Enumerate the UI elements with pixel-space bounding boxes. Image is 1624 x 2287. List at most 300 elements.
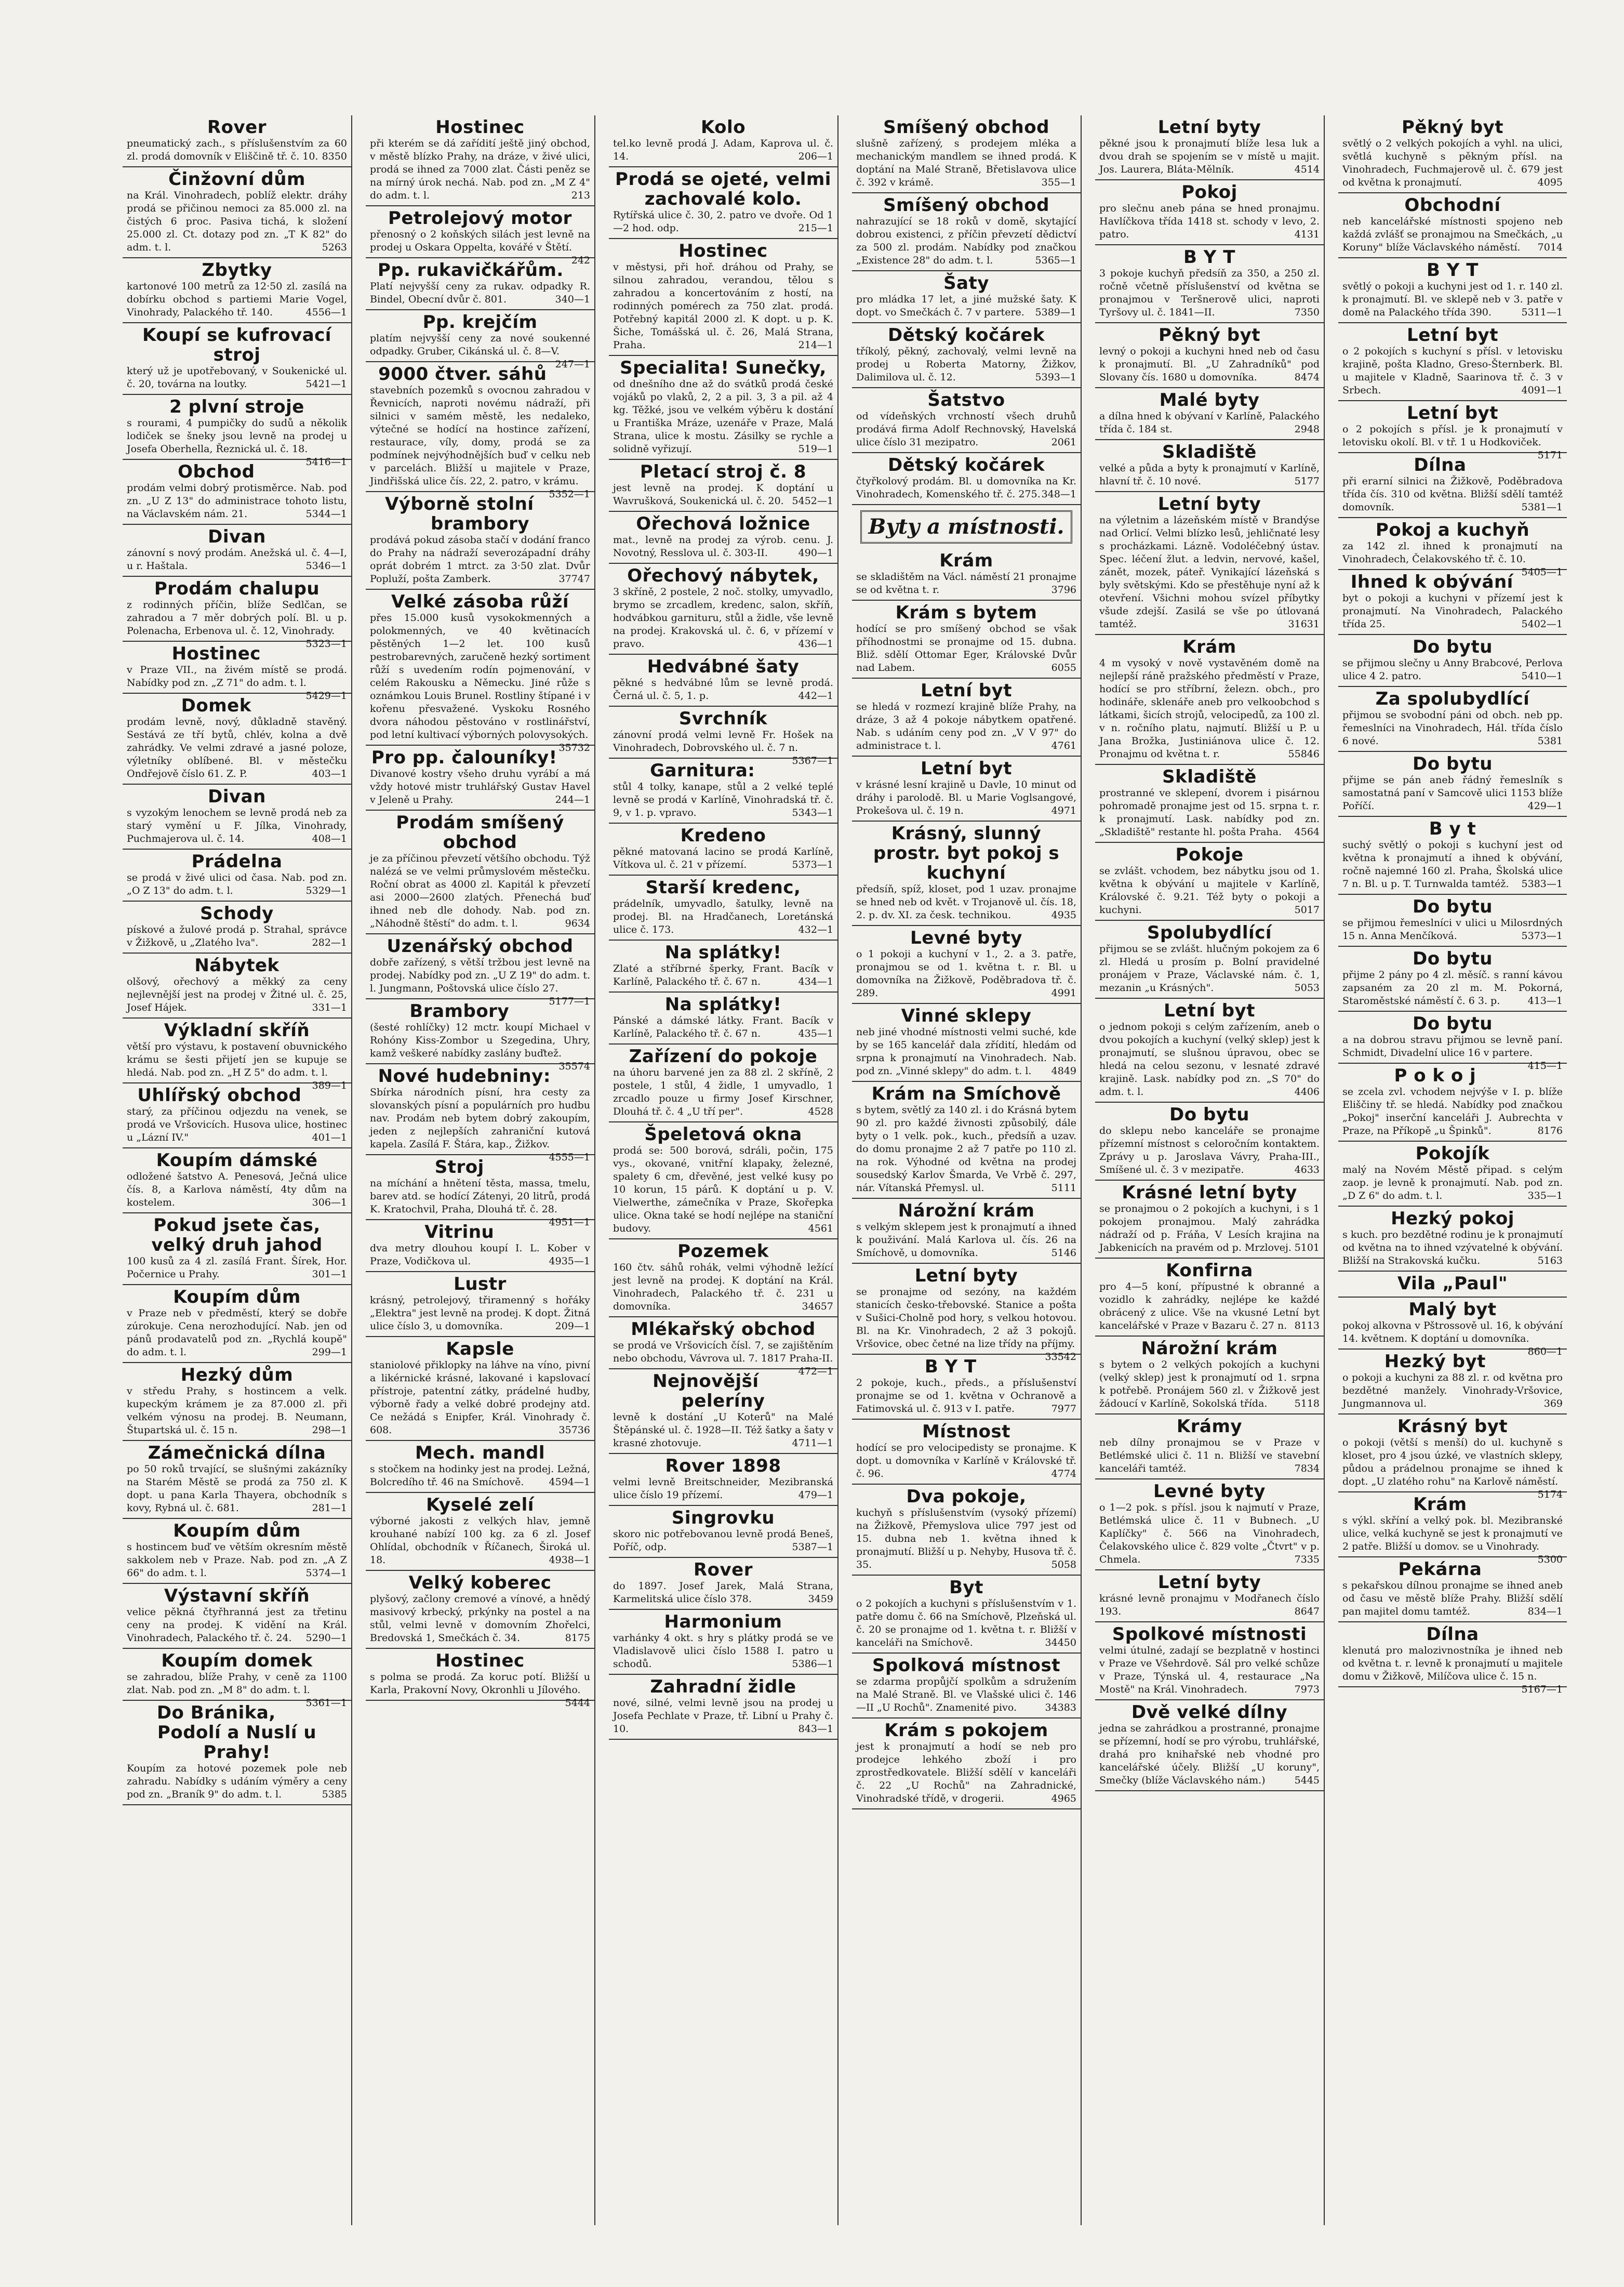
ad-text	[613, 1066, 833, 1118]
ad-title: Dílna	[1426, 1624, 1479, 1645]
ad-body: po 50 roků trvající, se slušnými zakázníky na Starém Městě se prodá za 750 zl. K dopt. u pana Karla Thayera, obchodník s kovy, Rybná ul. č. 681.	[127, 1463, 347, 1514]
classified-ad	[1095, 1414, 1324, 1479]
ad-title: Do bytu	[1413, 896, 1493, 917]
ad-code: 472—1	[798, 1366, 833, 1377]
ad-text	[127, 716, 347, 781]
column-5	[1095, 115, 1325, 2225]
classified-ad	[609, 1675, 837, 1740]
classified-ad	[123, 323, 351, 395]
ad-title: Pokoje	[1175, 844, 1244, 865]
ad-body: krásné levně pronajmu v Modřanech číslo 193.	[1099, 1593, 1320, 1617]
ad-code: 4965	[1051, 1793, 1076, 1804]
ad-title: Nárožní krám	[898, 1200, 1035, 1221]
classified-ad	[366, 999, 594, 1072]
ad-code: 5174	[1537, 1489, 1563, 1500]
classified-ad	[609, 876, 837, 941]
ad-text	[1099, 1501, 1320, 1566]
ad-code: 4935—1	[549, 1255, 590, 1267]
ad-text	[127, 1385, 347, 1437]
ad-title: Spolkové místnosti	[1112, 1624, 1307, 1645]
ad-body: (šesté rohlíčky) 12 mctr. koupí Michael v Rohóny Kiss-Zombor u Szegedina, Uhry, kamž veškeré nabídky zaslány buďtež.	[370, 1022, 590, 1059]
classified-ad	[609, 512, 837, 564]
ad-text	[370, 1242, 590, 1268]
classified-ad	[609, 564, 837, 655]
ad-code: 4406	[1294, 1086, 1320, 1098]
ad-body: stavebních pozemků s ovocnou zahradou v Řevnicích, naproti novému nádraží, při silnici v samém městě, les nedaleko, výtečné se hodící na hostince zařízení, restaurace, víly, domy, prodá se za podmínek nejvýhodnějších buď v celku neb v parcelách. Bližší u majitele v Praze, Jindřišská ulice čís. 22, 2. patro, v krámu.	[370, 385, 590, 487]
ad-text	[1342, 709, 1563, 748]
ad-title: Hostinec	[171, 643, 261, 664]
ad-title: Činžovní dům	[168, 169, 305, 190]
ad-text	[613, 1411, 833, 1450]
ad-code: 5177—1	[549, 996, 590, 1007]
ad-code: 5111	[1051, 1182, 1076, 1194]
classified-ad	[852, 271, 1081, 323]
ad-code: 8175	[565, 1632, 590, 1644]
ad-code: 5393—1	[1035, 372, 1076, 383]
ad-text	[127, 807, 347, 845]
ad-text	[856, 883, 1076, 922]
ad-body: přes 15.000 kusů vysokokmenných a polokmenných, ve 40 květinacích pěstěných 1—2 let. 100 kusů pestrobarevných, zaručeně hezký sortiment růží s uvedením rodín pojmenování, v celém Rakousku a Německu. Jiné růže s oznámkou Louis Brunel. Rostliny štípané i v kořenu přesvažené. Vyskoku Rosného dvora náhodou pěstováno v rostlinářství, pod letní kultivací výborných polovysokých.	[370, 612, 590, 741]
ad-body: se prodá v živé ulici od časa. Nab. pod zn. „O Z 13" do adm. t. l.	[127, 872, 347, 896]
classified-ad	[609, 1239, 837, 1317]
ad-text	[1342, 1436, 1563, 1500]
ad-code: 5386—1	[792, 1658, 833, 1670]
ad-text	[127, 664, 347, 702]
ad-text	[370, 1177, 590, 1228]
ad-code: 5387—1	[792, 1541, 833, 1553]
ad-text	[856, 1104, 1076, 1195]
ad-body: přijme 2 pány po 4 zl. měsíč. s ranní kávou zapsaném za 20 zl m. M. Pokorná, Staroměstské náměstí č. 6 3. p.	[1342, 969, 1563, 1007]
ad-title: Letní byty	[1157, 117, 1261, 138]
classified-ad	[609, 993, 837, 1045]
ad-title: Výkladní skříň	[164, 1020, 310, 1041]
ad-code: 5373—1	[792, 859, 833, 870]
ad-code: 4561	[808, 1223, 833, 1234]
classified-ad	[1338, 752, 1567, 817]
ad-body: prodá se: 500 borová, sdráli, počin, 175 vys., okované, vnitřní klapaky, železné, spalety 6 cm, dřevěné, jest velké kusy po 10 korun, 15 párů. K doptání u p. V. Vielwerthe, zámečníka v Praze, Skořepka ulice. Okna také se hodí nejlépe na staniční budovy.	[613, 1145, 833, 1234]
classified-ad	[123, 1519, 351, 1584]
ad-title: Vinné sklepy	[901, 1006, 1032, 1026]
ad-code: 4556—1	[305, 307, 347, 318]
classified-ad	[366, 1155, 594, 1228]
ad-text	[127, 482, 347, 521]
ad-text	[127, 365, 347, 391]
ad-body: varhánky 4 okt. s hry s plátky prodá se ve Vladislavově ulici číslo 1588 I. patro u schodů.	[613, 1632, 833, 1670]
ad-code: 5344—1	[305, 508, 347, 520]
ad-body: velmi útulné, zadají se bezplatně v hostinci v Praze ve Všehrdově. Sál pro velké schůze v Praze, Týnská ul. 4, restaurace „Na Mostě" na Král. Vinohradech.	[1099, 1645, 1320, 1695]
ad-body: s pekařskou dílnou pronajme se ihned aneb od času ve městě blíže Prahy. Bližší sdělí pan majitel domu tamtéž.	[1342, 1580, 1563, 1617]
ad-title: Letní byty	[1157, 494, 1261, 514]
classified-ad	[852, 1355, 1081, 1420]
classified-ad	[1338, 1350, 1567, 1414]
ad-text	[1342, 592, 1563, 631]
ad-body: o pokoji (větší s menší) do ul. kuchyně s kloset, pro 4 jsou úzké, ve vlastních sklepy, půdou a prádelnou pronajme se ihned k dopt. „U zlatého rohu" na Karlově náměstí.	[1342, 1437, 1563, 1487]
ad-code: 247—1	[555, 359, 590, 370]
ad-title: Malé byty	[1159, 390, 1260, 411]
ad-code: 244—1	[555, 794, 590, 805]
ad-body: pěkné jsou k pronajmutí blíže lesa luk a dvou drah se spojením se v místě u majit. Jos. Laurera, Bláta-Mělník.	[1099, 138, 1320, 175]
ad-body: jest k pronajmutí a hodí se neb pro prodejce lehkého zboží i pro zprostředkovatele. Bližší sdělí v kanceláři č. 22 „U Rochů" na Zahradnické, Vinohradské třídě, v drogerii.	[856, 1741, 1076, 1804]
classified-ad	[852, 679, 1081, 757]
ad-body: s kuch. pro bezdětné rodinu je k pronajmutí od května na to ihned vzývatelné k obývání. Bližší na Strakovská kučku.	[1342, 1229, 1563, 1266]
ad-body: do 1897. Josef Jarek, Malá Strana, Karmelitská ulice číslo 378.	[613, 1580, 833, 1605]
ad-code: 2061	[1051, 437, 1076, 448]
ad-body: s výkl. skříní a velký pok. bl. Mezibranské ulice, velká kuchyně se jest k pronajmutí ve 2 patře. Bližší u domov. se u Vinohrady.	[1342, 1515, 1563, 1552]
ad-text	[370, 280, 590, 306]
classified-ad	[123, 785, 351, 850]
ad-body: se pronajme od sezóny, na každém stanicích česko-třebovské. Stanice a pošta v Sušici-Cholně pod hory, s velkou hotovou. Bl. na Kr. Vinohradech, 2 až 3 pokojů. Vršovice, obec četné na lize třídy na příjmy.	[856, 1286, 1076, 1350]
ad-body: olšový, ořechový a měkký za ceny nejlevnější jest na prodej v Žitné ul. č. 25, Josef Hájek.	[127, 976, 347, 1013]
ad-body: jedna se zahrádkou a prostranné, pronajme se přízemní, hodí se pro výrobu, truhlářské, drahá pro knihařské neb vhodné pro kancelářské účely. Bližší „U koruny", Smečky (blíže Václavského nám.)	[1099, 1723, 1320, 1786]
ad-text	[1099, 345, 1320, 384]
ad-title: Pokoj	[1181, 182, 1237, 203]
ad-body: neb jiné vhodné místnosti velmi suché, kde by se 165 kancelář dala zřídití, hledám od srpna k pronajmutí na Vinohradech. Nab. pod zn. „Vinné sklepy" do adm. t. l.	[856, 1026, 1076, 1077]
classified-ad	[366, 746, 594, 811]
classified-ad	[123, 1649, 351, 1709]
ad-code: 34383	[1045, 1702, 1076, 1713]
classified-ad	[609, 1558, 837, 1610]
ad-body: v městysi, při hoř. dráhou od Prahy, se silnou zahradou, verandou, tělou s zahradou a koncertováním z hostí, na rodinných pomérech za 750 zlat. prodá. Potřebný kapitál 2000 zl. K dopt. u p. K. Šiche, Tomášská ul. č. 26, Malá Strana, Praha.	[613, 261, 833, 351]
ad-title: Pozemek	[677, 1241, 769, 1262]
ad-code: 5381—1	[1521, 501, 1563, 513]
classified-ad	[1338, 1557, 1567, 1622]
ad-body: odložené šatstvo A. Penesová, Ječná ulice čís. 8, a Karlova náměstí, 4ty dům na kostelem.	[127, 1171, 347, 1208]
ad-code: 490—1	[798, 547, 833, 559]
ad-title: Koupím dámské	[156, 1150, 318, 1171]
ad-text	[856, 623, 1076, 675]
ad-title: Dětský kočárek	[888, 455, 1045, 475]
ad-title: Prodá se ojeté, velmi zachovalé kolo.	[615, 169, 831, 209]
ad-title: Dílna	[1414, 455, 1467, 475]
ad-text	[856, 1597, 1076, 1649]
ad-body: za 142 zl. ihned k pronajmutí na Vinohradech, Čelakovského tř. č. 10.	[1342, 540, 1563, 565]
ad-code: 5445	[1294, 1775, 1320, 1786]
classified-ad	[1338, 1298, 1567, 1357]
ad-title: Rover 1898	[665, 1456, 781, 1476]
ad-body: 2 pokoje, kuch., předs., a příslušenství pronajme se od 1. května v Ochranově a Fatimovská ul. č. 913 v I. patře.	[856, 1377, 1076, 1414]
ad-title: Nárožní krám	[1141, 1338, 1278, 1359]
ad-title: Obchod	[178, 461, 255, 482]
ad-code: 5058	[1051, 1559, 1076, 1570]
ad-text	[127, 1255, 347, 1281]
ad-title: Hostinec	[678, 241, 768, 261]
ad-text	[370, 137, 590, 202]
ad-code: 4935	[1051, 909, 1076, 921]
ad-body: prodám levně, nový, důkladně stavěný. Sestává ze tří bytů, chlév, kolna a dvě zahrádky. Ve velmi zdravé a jasné poloze, výletníky oblíbené. Bl. v městečku Ondřejově číslo 61. Z. P.	[127, 716, 347, 779]
ad-title: Prádelna	[191, 851, 283, 872]
ad-body: starý, za příčinou odjezdu na venek, se prodá ve Vršovicích. Husova ulice, hostinec u „Lázní IV."	[127, 1106, 347, 1143]
classified-ad	[852, 1718, 1081, 1809]
classified-ad	[1095, 492, 1324, 635]
ad-title: B Y T	[924, 1356, 977, 1377]
classified-ad	[123, 577, 351, 650]
ad-code: 435—1	[798, 1028, 833, 1039]
ad-code: 5405—1	[1521, 566, 1563, 578]
ad-text	[856, 1675, 1076, 1714]
ad-body: do sklepu nebo kanceláře se pronajme přízemní místnost s celoročním kontaktem. Zprávy u p. Jaroslava Vávry, Praha-III., Smíšené ul. č. 3 v mezipatře.	[1099, 1125, 1320, 1175]
ad-text	[856, 778, 1076, 817]
ad-text	[1099, 657, 1320, 761]
classified-ad	[609, 707, 837, 766]
ad-code: 5146	[1051, 1247, 1076, 1259]
ad-body: hodící se pro velocipedisty se pronajme. K dopt. u domovníka v Karlíně v Královské tř. č. 96.	[856, 1442, 1076, 1479]
classified-ad	[123, 395, 351, 468]
ad-text	[613, 1476, 833, 1502]
ad-code: 479—1	[798, 1489, 833, 1501]
ad-body: zánovní s nový prodám. Anežská ul. č. 4—I, u r. Haštala.	[127, 547, 347, 572]
ad-body: z rodinných příčin, blíže Sedlčan, se zahradou a 7 měr dobrých polí. Bl. u p. Polenacha, Erbenova ul. č. 12, Vinohrady.	[127, 599, 347, 637]
ad-code: 214—1	[798, 339, 833, 351]
ad-text	[127, 871, 347, 897]
ad-body: v Praze neb v předměstí, který se dobře zúrokuje. Cena nerozhodující. Nab. jen od pánů prodavatelů pod zn. „Rychlá koupě" do adm. t. l.	[127, 1307, 347, 1358]
ad-body: se prodá ve Vršovicích čísl. 7, se zajištěním nebo obchodu, Vávrova ul. 7. 1817 Praha-II.	[613, 1340, 833, 1364]
classified-ad	[852, 115, 1081, 193]
ad-body: 160 čtv. sáhů rohák, velmi výhodně ležící jest levně na prodej. K doptání na Král. Vinohradech, Palackého tř. č. 231 u domovníka.	[613, 1262, 833, 1312]
ad-title: Mech. mandl	[415, 1443, 545, 1463]
classified-ad	[1095, 1337, 1324, 1414]
classified-ad	[123, 525, 351, 577]
ad-code: 4594—1	[549, 1476, 590, 1488]
ad-body: se zdarma propůjčí spolkům a sdružením na Malé Straně. Bl. ve Vlašské ulici č. 146—II „U Rochů". Znamenité pivo.	[856, 1676, 1076, 1713]
ad-text	[1342, 1086, 1563, 1138]
ad-body: prádelník, umyvadlo, šatulky, levně na prodej. Bl. na Hradčanech, Loretánská ulice č. 173.	[613, 898, 833, 935]
ad-title: Hostinec	[435, 1650, 525, 1671]
classified-ad	[609, 115, 837, 167]
ad-body: s rourami, 4 pumpičky do sudů a několik lodiček se šneky jsou levně na prodej u Josefa Oberhella, Řeznická ul. č. 18.	[127, 417, 347, 455]
classified-ad	[1338, 401, 1567, 461]
ad-body: čtyřkolový prodám. Bl. u domovníka na Kr. Vinohradech, Komenského tř. č. 275.	[856, 475, 1076, 500]
column-4	[852, 115, 1082, 2225]
classified-ad	[1095, 1259, 1324, 1337]
ad-body: pro 4—5 koní, přípustné k obranné a vozidlo k zahrádky, nejlépe ke každé obrácený z ulice. Vše na vkusné Letní byt kancelářské v Praze v Bazaru č. 27 n.	[1099, 1281, 1320, 1331]
ad-text	[856, 1286, 1076, 1363]
ad-body: pěkné s hedvábné lům se levně prodá. Černá ul. č. 5, 1. p.	[613, 677, 833, 702]
classified-ad	[852, 1264, 1081, 1363]
ad-body: prostranné ve sklepení, dvorem i pisárnou pohromadě pronajme jest od 15. srpna t. r. k pronajmutí. Lask. nabídky pod zn. „Skladiště" restante hl. pošta Praha.	[1099, 787, 1320, 838]
ad-code: 5171	[1537, 450, 1563, 461]
ad-text	[370, 228, 590, 266]
ad-title: Koupím dům	[173, 1287, 301, 1307]
ad-title: Pokojík	[1415, 1143, 1490, 1164]
ad-body: staniolové přiklopky na láhve na víno, pivní a likérnické krásné, lakované i kapslovací přístroje, patentní zátky, prádelné hudby, výborně řady a velké dobré prodejny atd. Ce nežádá s Enipfer, Král. Vinohrady č. 608.	[370, 1359, 590, 1436]
ad-body: tel.ko levně prodá J. Adam, Kaprova ul. č. 14.	[613, 138, 833, 162]
ad-body: v Praze VII., na živém místě se prodá. Nabídky pod zn. „Z 71" do adm. t. l.	[127, 664, 347, 689]
ad-text	[370, 1671, 590, 1709]
ad-text	[1099, 1644, 1320, 1696]
ad-body: na míchání a hnětení těsta, massa, tmelu, barev atd. se hodící Zátenyi, 20 litrů, prodá K. Kratochvil, Praha, Dlouhá tř. č. 28.	[370, 1178, 590, 1215]
ad-text	[127, 1307, 347, 1359]
classified-ad	[609, 1122, 837, 1239]
classified-ad	[852, 453, 1081, 505]
ad-body: přijmou se se zvlášt. hlučným pokojem za 6 zl. Hledá u prosím p. Bolní pravidelné pronájem v Praze, Václavské nám. č. 1, mezanin „u Krásných".	[1099, 943, 1320, 994]
ad-text	[1342, 1034, 1563, 1072]
ad-text	[856, 1377, 1076, 1416]
ad-code: 282—1	[312, 937, 347, 948]
ad-code: 5343—1	[792, 807, 833, 818]
ad-title: Do Bránika, Podolí a Nuslí u Prahy!	[156, 1702, 317, 1763]
ad-title: Koupím dům	[173, 1521, 301, 1541]
ad-text	[613, 209, 833, 235]
classified-ad	[852, 822, 1081, 926]
ad-code: 4095	[1537, 177, 1563, 188]
ad-body: klenutá pro malozivnostníka je ihned neb od května t. r. levně k pronajmutí u majitele domu v Žižkově, Milíčova ulice č. 15 n.	[1342, 1645, 1563, 1682]
ad-text	[613, 261, 833, 352]
ad-text	[1342, 423, 1563, 461]
ad-body: 100 kusů za 4 zl. zasílá Frant. Šírek, Hor. Počernice u Prahy.	[127, 1255, 347, 1280]
ad-body: je za příčinou převzetí většího obchodu. Týž nalézá se ve velmi průmyslovém městečku. Roční obrat as 4000 zl. Kapitál k převzetí asi 2000—2600 zlatých. Přenechá buď ihned neb dle dohody. Nab. pod zn. „Náhodně štěstí" do adm. t. l.	[370, 853, 590, 929]
ad-code: 206—1	[798, 151, 833, 162]
ad-code: 4514	[1294, 164, 1320, 175]
classified-ad	[852, 1199, 1081, 1264]
ad-title: Zařízení do pokoje	[629, 1046, 818, 1067]
ad-title: Levné byty	[1153, 1481, 1266, 1502]
classified-ad	[123, 460, 351, 525]
classified-ad	[609, 759, 837, 824]
ad-title: Krám	[1413, 1494, 1467, 1515]
ad-text	[370, 612, 590, 753]
ad-title: Kolo	[700, 117, 746, 138]
ad-code: 299—1	[312, 1346, 347, 1358]
ad-title: B y t	[1429, 818, 1476, 839]
ad-code: 5416—1	[305, 456, 347, 468]
ad-title: Letní byty	[1157, 1572, 1261, 1593]
ad-body: s velkým sklepem jest k pronajmutí a ihned k použivání. Malá Karlova ul. čís. 26 na Smíchově, u domovníka.	[856, 1221, 1076, 1259]
ad-text	[1099, 1358, 1320, 1410]
ad-title: Pp. rukavičkářům.	[377, 260, 564, 281]
ad-body: malý na Novém Městě připad. s celým zaop. je levně k pronajmutí. Nab. pod zn. „D Z 6" do adm. t. l.	[1342, 1164, 1563, 1201]
ad-title: Ořechový nábytek,	[627, 565, 819, 586]
ad-title: Prodám chalupu	[154, 578, 320, 599]
ad-title: Rover	[693, 1559, 753, 1580]
classified-ad	[1095, 999, 1324, 1103]
ad-body: pneumatický zach., s příslušenstvím za 60 zl. prodá domovník v Eliščině tř. č. 10.	[127, 138, 347, 162]
ad-body: o 2 pokojích a kuchyni s příslušenstvím v 1. patře domu č. 66 na Smíchově, Plzeňská ul. č. 20 se pronajme od 1. května t. r. Bližší v kanceláři na Smíchově.	[856, 1598, 1076, 1648]
classified-ad	[123, 1701, 351, 1805]
ad-code: 7834	[1294, 1463, 1320, 1474]
ad-text	[127, 1541, 347, 1580]
classified-ad	[1338, 570, 1567, 635]
ad-title: Do bytu	[1413, 1013, 1493, 1034]
ad-text	[1099, 1021, 1320, 1099]
ad-code: 5352—1	[549, 488, 590, 500]
classified-ad	[609, 941, 837, 993]
ad-title: Dva pokoje,	[906, 1486, 1027, 1507]
ad-code: 4849	[1051, 1065, 1076, 1077]
classified-ad	[1338, 1622, 1567, 1695]
ad-code: 5421—1	[305, 378, 347, 390]
classified-ad	[1095, 115, 1324, 180]
ad-code: 340—1	[555, 294, 590, 305]
ad-title: Letní byt	[1407, 403, 1498, 424]
ad-title: Ořechová ložnice	[636, 513, 810, 534]
classified-ad	[1095, 1700, 1324, 1791]
ad-title: Letní byt	[921, 680, 1012, 701]
classified-ad	[852, 757, 1081, 822]
ad-title: Dvě velké dílny	[1131, 1702, 1288, 1723]
ad-text	[856, 948, 1076, 1000]
ad-code: 5385	[322, 1789, 347, 1800]
ad-body: o jednom pokoji s celým zařízením, aneb o dvou pokojích a kuchyní (velký sklep) jest k pronajmutí, se slušnou úpravou, obec se hledá na celou sezonu, v lesnaté zdravé krajině. Lask. nabídky pod zn. „S 70" do adm. t. l.	[1099, 1021, 1320, 1098]
ad-code: 35574	[558, 1061, 590, 1072]
ad-code: 4938—1	[549, 1554, 590, 1566]
ad-body: velice pěkná čtyřhranná jest za třetinu ceny na prodej. K vidění na Král. Vinohradech, Palackého tř. č. 24.	[127, 1606, 347, 1644]
ad-title: Singrovku	[671, 1508, 775, 1528]
classified-ad	[123, 1148, 351, 1213]
ad-body: Sbírka národních písní, hra cesty za slovanských písní a populárních pro hudbu nav. Prodám neb bytem dobrý zakoupím, jeden z nejlepších zahraniční kutová kapela. Zasílá F. Štára, kap., Žižkov.	[370, 1087, 590, 1150]
ad-text	[613, 1261, 833, 1313]
ad-title: Zahradní židle	[650, 1676, 796, 1697]
ad-body: Platí nejvyšší ceny za rukav. odpadky R. Bindel, Obecní dvůr č. 801.	[370, 281, 590, 305]
classified-ad	[852, 1004, 1081, 1082]
classified-ad	[609, 1454, 837, 1506]
ad-text	[1342, 1228, 1563, 1267]
ad-title: Konfirna	[1166, 1260, 1253, 1281]
ad-text	[127, 923, 347, 949]
ad-code: 3796	[1051, 584, 1076, 596]
ad-text	[856, 571, 1076, 597]
classified-ad	[609, 356, 837, 460]
classified-ad	[123, 1285, 351, 1363]
ad-body: pěkné matovaná lacino se prodá Karlíně, Vítkova ul. č. 21 v přízemí.	[613, 846, 833, 870]
ad-text	[370, 1463, 590, 1489]
classified-ad	[1095, 1479, 1324, 1570]
classified-ad	[609, 1506, 837, 1558]
ad-text	[1342, 215, 1563, 254]
ad-text	[1342, 969, 1563, 1008]
ad-text	[613, 534, 833, 560]
ad-text	[370, 332, 590, 370]
ad-body: se přijmou řemeslníci v ulici u Milosrdných 15 n. Anna Menčíková.	[1342, 917, 1563, 942]
classified-ad	[1095, 921, 1324, 999]
ad-text	[1342, 774, 1563, 813]
ad-title: Na splátky!	[664, 942, 782, 963]
classified-ad	[366, 1649, 594, 1709]
ad-title: Spolubydlící	[1147, 922, 1272, 943]
ad-body: prodává pokud zásoba stačí v dodání franco do Prahy na nádraží severozápadní dráhy oprát dobrém 1 mtrct. za 3·50 zlat. Dvůr Popluží, pošta Zamberk.	[370, 534, 590, 585]
ad-code: 5329—1	[305, 885, 347, 896]
ad-text	[856, 345, 1076, 384]
classified-ad	[852, 1082, 1081, 1199]
ad-body: a na dobrou stravu přijmou se levně paní. Schmidt, Divadelní ulice 16 v partere.	[1342, 1034, 1563, 1059]
ad-body: 4 m vysoký v nově vystavěném domě na nejlepší ráně pražského předměstí v Praze, hodící se pro stříbrní, železn. obch., pro hodináře, sklenáře aneb pro velkoobchod s látkami, šicích strojů, velocipedů, za 100 zl. v n. ročního platu, najmutí. Bližší u P. u Jana Brožka, Justiniánova ulice č. 12. Pronajmu od května t. r.	[1099, 657, 1320, 760]
ad-body: Koupím za hotové pozemek pole neb zahradu. Nabídky s udáním výměry a ceny pod zn. „Braník 9" do adm. t. l.	[127, 1763, 347, 1800]
ad-code: 9634	[565, 918, 590, 929]
ad-text	[1099, 1592, 1320, 1618]
classified-ad	[609, 167, 837, 239]
ad-body: levně k dostání „U Koterů" na Malé Štěpánské ul. č. 1928—II. Též šatky a šaty v krasné zhotovuje.	[613, 1411, 833, 1449]
ad-body: slušně zařízený, s prodejem mléka a mechanickým mandlem se ihned prodá. K doptání na Malé Straně, Břetislavova ulice č. 392 v krámě.	[856, 138, 1076, 188]
ad-title: Divan	[208, 786, 266, 807]
ad-code: 213	[571, 190, 590, 201]
ad-code: 8350	[322, 151, 347, 162]
ad-title: Letní byty	[914, 1265, 1018, 1286]
ad-text	[370, 1359, 590, 1437]
ad-text	[1342, 1514, 1563, 1565]
ad-code: 389—1	[312, 1080, 347, 1091]
ad-title: Domek	[181, 695, 251, 716]
ad-title: 9000 čtver. sáhů	[378, 364, 547, 385]
ad-text	[1342, 1644, 1563, 1695]
ad-text	[127, 1762, 347, 1801]
ad-body: 3 pokoje kuchyň předsíň za 350, a 250 zl. ročně včetně příslušenství od května se pronajmou v Teršnerově ulici, naproti Tyršovy ul. č. 1841—II.	[1099, 268, 1320, 318]
ad-text	[613, 1697, 833, 1736]
ad-title: Skladiště	[1162, 766, 1257, 787]
ad-body: od vídeňských vrchností všech druhů prodává firma Adolf Rechnovský, Havelská ulice číslo 31 mezipatro.	[856, 411, 1076, 448]
ad-title: Výborně stolní brambory	[385, 494, 534, 534]
classified-ad	[852, 388, 1081, 453]
ad-title: Krám s pokojem	[884, 1720, 1048, 1741]
ad-title: Krám s bytem	[895, 602, 1037, 623]
